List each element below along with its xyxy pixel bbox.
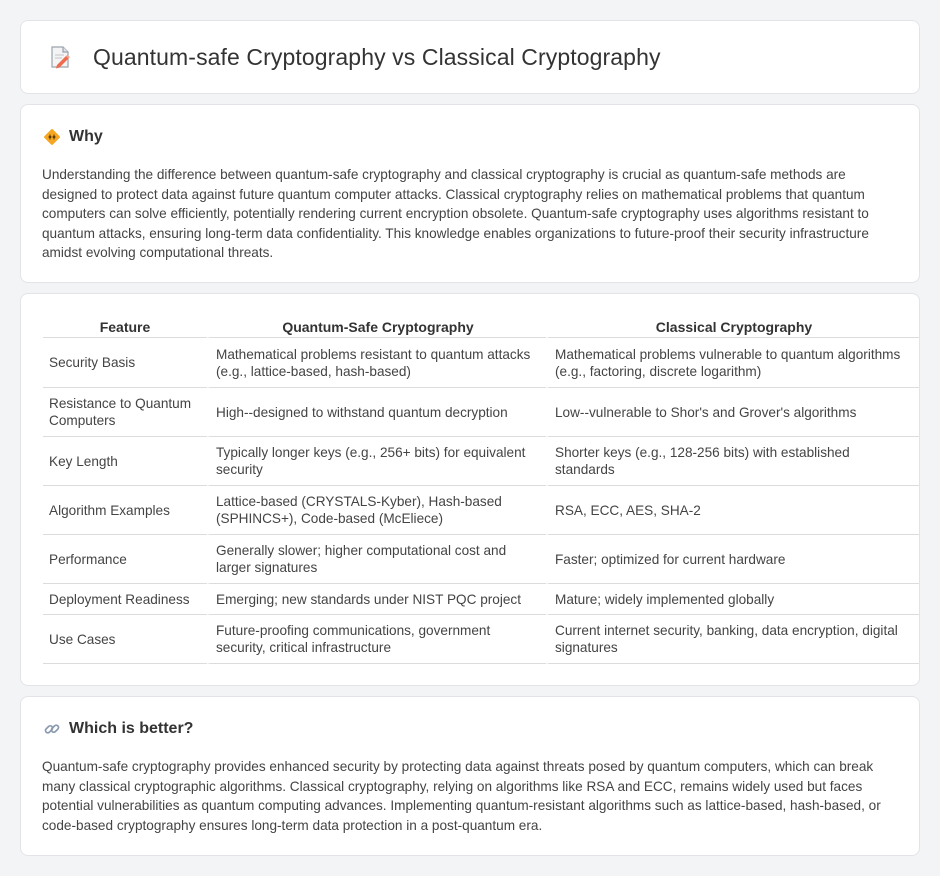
row-feature: Security Basis: [43, 338, 207, 388]
row-classical: RSA, ECC, AES, SHA-2: [546, 486, 919, 535]
table-row: [43, 535, 919, 584]
table-header-row: [43, 314, 919, 338]
row-feature: Deployment Readiness: [43, 584, 207, 615]
header-feature: Feature: [43, 314, 207, 338]
why-section: [20, 104, 920, 283]
why-heading: [21, 105, 919, 146]
row-classical: Low--vulnerable to Shor's and Grover's algorithms: [546, 388, 919, 437]
row-feature: Use Cases: [43, 615, 207, 664]
title-row: [21, 21, 919, 93]
row-classical: Mature; widely implemented globally: [546, 584, 919, 615]
document-pencil-icon: [47, 44, 73, 70]
row-feature: Resistance to Quantum Computers: [43, 388, 207, 437]
row-quantum-safe: Future-proofing communications, government security, critical infrastructure: [207, 615, 546, 664]
diamond-sign-icon: [43, 128, 61, 146]
row-classical: Faster; optimized for current hardware: [546, 535, 919, 584]
header-card: [20, 20, 920, 94]
row-classical: Shorter keys (e.g., 128-256 bits) with established standards: [546, 437, 919, 486]
row-quantum-safe: Mathematical problems resistant to quantum attacks (e.g., lattice-based, hash-based): [207, 338, 546, 388]
row-quantum-safe: High--designed to withstand quantum decryption: [207, 388, 546, 437]
better-title: Which is better?: [69, 720, 194, 737]
row-quantum-safe: Emerging; new standards under NIST PQC project: [207, 584, 546, 615]
better-text: Quantum-safe cryptography provides enhanced security by protecting data against threats posed by quantum computers, which can break many classical cryptographic algorithms. Classical cryptography, relying on algorithms like RSA and ECC, remains widely used but faces potential vulnerabilities as quantum computing advances. Implementing quantum-resistant algorithms such as lattice-based, hash-based, or code-based cryptography ensures long-term data protection in a post-quantum era.: [42, 759, 881, 833]
row-feature: Performance: [43, 535, 207, 584]
table-row: [43, 437, 919, 486]
row-classical: Mathematical problems vulnerable to quantum algorithms (e.g., factoring, discrete logarithm): [546, 338, 919, 388]
row-classical: Current internet security, banking, data encryption, digital signatures: [546, 615, 919, 664]
why-title: Why: [69, 128, 103, 145]
which-better-section: [20, 696, 920, 856]
table-row: [43, 388, 919, 437]
row-feature: Algorithm Examples: [43, 486, 207, 535]
better-heading: [21, 697, 919, 738]
row-quantum-safe: Lattice-based (CRYSTALS-Kyber), Hash-based (SPHINCS+), Code-based (McEliece): [207, 486, 546, 535]
comparison-section: [20, 293, 920, 686]
table-row: [43, 338, 919, 388]
link-icon: [43, 720, 61, 738]
why-text: Understanding the difference between quantum-safe cryptography and classical cryptography is crucial as quantum-safe methods are designed to protect data against future quantum computer attacks. Classical cryptography relies on mathematical problems that quantum computers can solve efficiently, potentially rendering current encryption obsolete. Quantum-safe cryptography uses algorithms resistant to quantum attacks, ensuring long-term data confidentiality. This knowledge enables organizations to future-proof their security infrastructure amidst evolving computational threats.: [42, 167, 869, 261]
header-classical: Classical Cryptography: [546, 314, 919, 338]
row-quantum-safe: Generally slower; higher computational cost and larger signatures: [207, 535, 546, 584]
header-quantum-safe: Quantum-Safe Cryptography: [207, 314, 546, 338]
table-row: [43, 584, 919, 615]
table-row: [43, 615, 919, 664]
row-feature: Key Length: [43, 437, 207, 486]
row-quantum-safe: Typically longer keys (e.g., 256+ bits) for equivalent security: [207, 437, 546, 486]
table-row: [43, 486, 919, 535]
page-title: Quantum-safe Cryptography vs Classical Cryptography: [93, 43, 661, 70]
comparison-table: [43, 314, 919, 664]
